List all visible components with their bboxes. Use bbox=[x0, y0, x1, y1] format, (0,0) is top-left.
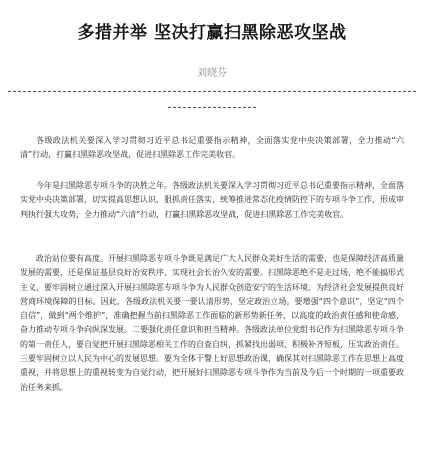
article-author: 刘晓芬 bbox=[197, 68, 227, 79]
article-title: 多措并举 坚决打赢扫黑除恶攻坚战 bbox=[77, 23, 347, 43]
paragraph: 今年是扫黑除恶专项斗争的决胜之年。各级政法机关要深入学习贯彻习近平总书记重要指示精神，全面落实党中央决策部署，切实提高思想认识，狠抓责任落实，统筹推进常态化疫情防控下的专项斗争工作，形成审判执行强大攻势，全力推动“六清”行动，打赢扫黑除恶攻坚战，促进扫黑除恶工作完美收官。 bbox=[20, 181, 404, 219]
divider bbox=[168, 107, 256, 108]
divider bbox=[8, 91, 416, 92]
paragraph: 各级政法机关要深入学习贯彻习近平总书记重要指示精神，全面落实党中央决策部署，全力推动“六清”行动，打赢扫黑除恶攻坚战，促进扫黑除恶工作完美收官。 bbox=[20, 136, 404, 160]
paragraph: 政治站位要有高度。开展扫黑除恶专项斗争既是满足广大人民群众美好生活的需要，也是保障经济高质量发展的需要，还是保证基层良好治安秩序、实现社会长治久安的需要。扫黑除恶绝不是走过场，绝不能搞形式主义，要牢固树立通过深入开展扫黑除恶专项斗争为人民群众创造安宁的生活环境、为经济社会发展提供良好营商环境保障的目标。因此，各级政法机关要一要认清形势，坚定政治立场。要增强“四个意识”，坚定“四个自信”，做到“两个维护”，准确把握当前扫黑除恶工作面临的新形势新任务，以高度的政治责任感和使命感，奋力推动专项斗争向纵深发展。二要强化责任意识和担当精神。各级政法单位党组书记作为扫黑除恶专项斗争的第一责任人，要自觉把开展扫黑除恶相关工作的自查自纠，抓紧找出弱项、积极补齐短板，压实政治责任。三要牢固树立以人民为中心的发展思想。要为全体干警上好思想政治课，确保其对扫黑除恶工作在思想上高度重视，并将思想上的重视转变为自觉行动，把开展好扫黑除恶专项斗争作为当前及今后一个时期的一项重要政治任务来抓。 bbox=[20, 254, 404, 392]
